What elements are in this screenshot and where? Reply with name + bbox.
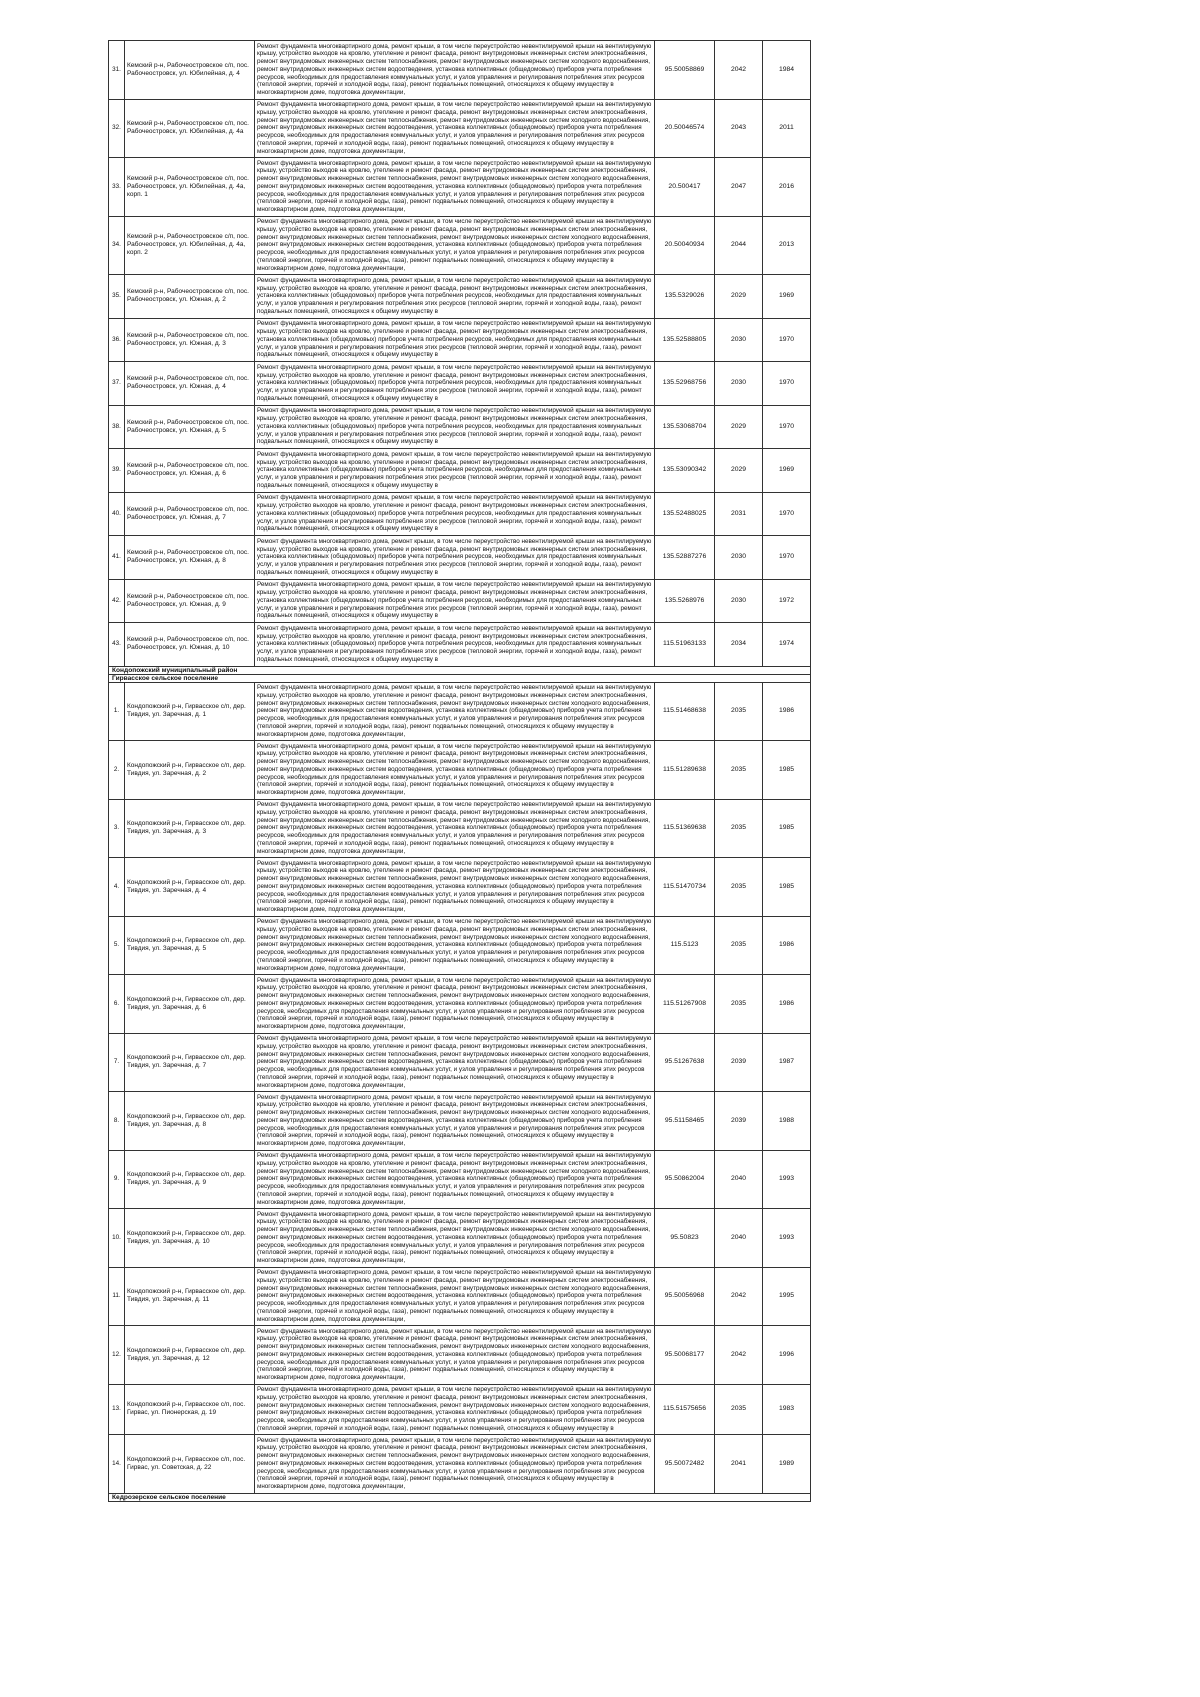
cost-value-cell: 135.52588805 bbox=[655, 318, 715, 362]
work-description-cell bbox=[255, 1150, 655, 1209]
build-year-cell: 1996 bbox=[763, 1326, 811, 1385]
address-cell: Кондопожский р-н, Гирвасское с/п, дер. Тивдия, ул. Заречная, д. 6 bbox=[125, 975, 255, 1034]
build-year-cell: 1995 bbox=[763, 1267, 811, 1326]
cost-value-cell: 95.50072482 bbox=[655, 1435, 715, 1494]
planned-year-cell: 2029 bbox=[715, 275, 763, 319]
table-body bbox=[109, 41, 811, 1502]
cost-value-cell: 115.51470734 bbox=[655, 858, 715, 917]
row-number: 5. bbox=[109, 916, 125, 975]
work-description-cell bbox=[255, 1209, 655, 1268]
planned-year-cell: 2035 bbox=[715, 741, 763, 800]
work-description-cell bbox=[255, 318, 655, 362]
section-heading-row bbox=[109, 1493, 811, 1501]
planned-year-cell: 2035 bbox=[715, 916, 763, 975]
planned-year-cell: 2029 bbox=[715, 449, 763, 493]
work-description-cell bbox=[255, 99, 655, 158]
row-number: 9. bbox=[109, 1150, 125, 1209]
cost-value-cell: 95.51267638 bbox=[655, 1033, 715, 1092]
address-cell: Кондопожский р-н, Гирвасское с/п, пос. Гирвас, ул. Советская, д. 22 bbox=[125, 1435, 255, 1494]
work-description-text: Ремонт фундамента многоквартирного дома, ремонт крыши, в том числе переустройство невентилируемой крыши на вентилируемую крышу, устройство выходов на кровлю, утепление и ремонт фасада, ремонт внутридомовых инженерных систем электроснабжения, установка коллективных (общедомовых) приборов учета потребления ресурсов, необходимых для предоставления коммунальных услуг, и узлов управления и регулирования потребления этих ресурсов (тепловой энергии, горячей и холодной воды, газа), ремонт подвальных помещений, относящихся к общему имуществу в bbox=[257, 537, 652, 576]
work-description-cell bbox=[255, 1435, 655, 1494]
planned-year-cell: 2043 bbox=[715, 99, 763, 158]
row-number: 39. bbox=[109, 449, 125, 493]
row-number: 42. bbox=[109, 579, 125, 623]
build-year-cell: 1972 bbox=[763, 579, 811, 623]
work-description-cell bbox=[255, 799, 655, 858]
work-description-cell bbox=[255, 362, 655, 406]
cost-value-cell: 115.51369638 bbox=[655, 799, 715, 858]
table-row bbox=[109, 1384, 811, 1435]
row-number: 37. bbox=[109, 362, 125, 406]
planned-year-cell: 2042 bbox=[715, 41, 763, 100]
address-cell: Кондопожский р-н, Гирвасское с/п, дер. Тивдия, ул. Заречная, д. 7 bbox=[125, 1033, 255, 1092]
row-number: 43. bbox=[109, 623, 125, 667]
table-row bbox=[109, 158, 811, 217]
row-number: 10. bbox=[109, 1209, 125, 1268]
build-year-cell: 1985 bbox=[763, 858, 811, 917]
table-row bbox=[109, 275, 811, 319]
work-description-text: Ремонт фундамента многоквартирного дома, ремонт крыши, в том числе переустройство невентилируемой крыши на вентилируемую крышу, устройство выходов на кровлю, утепление и ремонт фасада, ремонт внутридомовых инженерных систем электроснабжения, ремонт внутридомовых инженерных систем теплоснабжения, ремонт внутридомовых инженерных систем холодного водоснабжения, ремонт внутридомовых инженерных систем водоотведения, установка коллективных (общедомовых) приборов учета потребления ресурсов, необходимых для предоставления коммунальных услуг, и узлов управления и регулирования потребления этих ресурсов (тепловой энергии, горячей и холодной воды, газа), ремонт подвальных помещений, относящихся к общему имуществу в многоквартирном доме, подготовка документации, bbox=[257, 1093, 652, 1148]
planned-year-cell: 2035 bbox=[715, 799, 763, 858]
table-row bbox=[109, 623, 811, 667]
address-cell: Кондопожский р-н, Гирвасское с/п, дер. Тивдия, ул. Заречная, д. 10 bbox=[125, 1209, 255, 1268]
row-number: 33. bbox=[109, 158, 125, 217]
work-description-cell bbox=[255, 975, 655, 1034]
table-row bbox=[109, 1326, 811, 1385]
work-description-text: Ремонт фундамента многоквартирного дома, ремонт крыши, в том числе переустройство невентилируемой крыши на вентилируемую крышу, устройство выходов на кровлю, утепление и ремонт фасада, ремонт внутридомовых инженерных систем электроснабжения, ремонт внутридомовых инженерных систем теплоснабжения, ремонт внутридомовых инженерных систем холодного водоснабжения, ремонт внутридомовых инженерных систем водоотведения, установка коллективных (общедомовых) приборов учета потребления ресурсов, необходимых для предоставления коммунальных услуг, и узлов управления и регулирования потребления этих ресурсов (тепловой энергии, горячей и холодной воды, газа), ремонт подвальных помещений, относящихся к общему имуществу в многоквартирном доме, подготовка документации, bbox=[257, 1152, 652, 1206]
build-year-cell: 1989 bbox=[763, 1435, 811, 1494]
table-row bbox=[109, 41, 811, 100]
work-description-cell bbox=[255, 579, 655, 623]
row-number: 1. bbox=[109, 682, 125, 741]
address-cell: Кемский р-н, Рабочеостровское с/п, пос. Рабочеостровск, ул. Южная, д. 8 bbox=[125, 536, 255, 580]
row-number: 7. bbox=[109, 1033, 125, 1092]
row-number: 14. bbox=[109, 1435, 125, 1494]
build-year-cell: 1970 bbox=[763, 536, 811, 580]
cost-value-cell: 135.52968756 bbox=[655, 362, 715, 406]
planned-year-cell: 2042 bbox=[715, 1326, 763, 1385]
table-row bbox=[109, 916, 811, 975]
planned-year-cell: 2030 bbox=[715, 362, 763, 406]
address-cell: Кондопожский р-н, Гирвасское с/п, дер. Тивдия, ул. Заречная, д. 4 bbox=[125, 858, 255, 917]
build-year-cell: 1969 bbox=[763, 449, 811, 493]
work-description-text: Ремонт фундамента многоквартирного дома, ремонт крыши, в том числе переустройство невентилируемой крыши на вентилируемую крышу, устройство выходов на кровлю, утепление и ремонт фасада, ремонт внутридомовых инженерных систем электроснабжения, ремонт внутридомовых инженерных систем теплоснабжения, ремонт внутридомовых инженерных систем холодного водоснабжения, ремонт внутридомовых инженерных систем водоотведения, установка коллективных (общедомовых) приборов учета потребления ресурсов, необходимых для предоставления коммунальных услуг, и узлов управления и регулирования потребления этих ресурсов (тепловой энергии, горячей и холодной воды, газа), ремонт подвальных помещений, относящихся к общему имуществу в многоквартирном доме, подготовка документации, bbox=[257, 742, 652, 797]
address-cell: Кондопожский р-н, Гирвасское с/п, дер. Тивдия, ул. Заречная, д. 8 bbox=[125, 1092, 255, 1151]
work-description-text: Ремонт фундамента многоквартирного дома, ремонт крыши, в том числе переустройство невентилируемой крыши на вентилируемую крышу, устройство выходов на кровлю, утепление и ремонт фасада, ремонт внутридомовых инженерных систем электроснабжения, ремонт внутридомовых инженерных систем теплоснабжения, ремонт внутридомовых инженерных систем холодного водоснабжения, ремонт внутридомовых инженерных систем водоотведения, установка коллективных (общедомовых) приборов учета потребления ресурсов, необходимых для предоставления коммунальных услуг, и узлов управления и регулирования потребления этих ресурсов (тепловой энергии, горячей и холодной воды, газа), ремонт подвальных помещений, относящихся к общему имуществу в многоквартирном доме, подготовка документации, bbox=[257, 1436, 652, 1491]
table-row bbox=[109, 1033, 811, 1092]
table-row bbox=[109, 1267, 811, 1326]
table-row bbox=[109, 975, 811, 1034]
work-description-text: Ремонт фундамента многоквартирного дома, ремонт крыши, в том числе переустройство невентилируемой крыши на вентилируемую крышу, устройство выходов на кровлю, утепление и ремонт фасада, ремонт внутридомовых инженерных систем электроснабжения, установка коллективных (общедомовых) приборов учета потребления ресурсов, необходимых для предоставления коммунальных услуг, и узлов управления и регулирования потребления этих ресурсов (тепловой энергии, горячей и холодной воды, газа), ремонт подвальных помещений, относящихся к общему имуществу в bbox=[257, 450, 652, 489]
address-cell: Кемский р-н, Рабочеостровское с/п, пос. Рабочеостровск, ул. Юбилейная, д. 4а, корп. 2 bbox=[125, 216, 255, 275]
row-number: 3. bbox=[109, 799, 125, 858]
work-description-text: Ремонт фундамента многоквартирного дома, ремонт крыши, в том числе переустройство невентилируемой крыши на вентилируемую крышу, устройство выходов на кровлю, утепление и ремонт фасада, ремонт внутридомовых инженерных систем электроснабжения, установка коллективных (общедомовых) приборов учета потребления ресурсов, необходимых для предоставления коммунальных услуг, и узлов управления и регулирования потребления этих ресурсов (тепловой энергии, горячей и холодной воды, газа), ремонт подвальных помещений, относящихся к общему имуществу в bbox=[257, 320, 652, 359]
work-description-cell bbox=[255, 916, 655, 975]
table-row bbox=[109, 536, 811, 580]
section-heading-row bbox=[109, 666, 811, 674]
work-description-cell bbox=[255, 623, 655, 667]
cost-value-cell: 20.50040934 bbox=[655, 216, 715, 275]
cost-value-cell: 135.5329026 bbox=[655, 275, 715, 319]
planned-year-cell: 2040 bbox=[715, 1150, 763, 1209]
cost-value-cell: 135.5268976 bbox=[655, 579, 715, 623]
table-row bbox=[109, 682, 811, 741]
cost-value-cell: 95.51158465 bbox=[655, 1092, 715, 1151]
table-row bbox=[109, 318, 811, 362]
work-description-text: Ремонт фундамента многоквартирного дома, ремонт крыши, в том числе переустройство невентилируемой крыши на вентилируемую крышу, устройство выходов на кровлю, утепление и ремонт фасада, ремонт внутридомовых инженерных систем электроснабжения, установка коллективных (общедомовых) приборов учета потребления ресурсов, необходимых для предоставления коммунальных услуг, и узлов управления и регулирования потребления этих ресурсов (тепловой энергии, горячей и холодной воды, газа), ремонт подвальных помещений, относящихся к общему имуществу в bbox=[257, 581, 652, 620]
build-year-cell: 1986 bbox=[763, 975, 811, 1034]
build-year-cell: 1970 bbox=[763, 362, 811, 406]
planned-year-cell: 2041 bbox=[715, 1435, 763, 1494]
planned-year-cell: 2039 bbox=[715, 1092, 763, 1151]
build-year-cell: 2016 bbox=[763, 158, 811, 217]
planned-year-cell: 2040 bbox=[715, 1209, 763, 1268]
planned-year-cell: 2034 bbox=[715, 623, 763, 667]
table-row bbox=[109, 858, 811, 917]
work-description-cell bbox=[255, 275, 655, 319]
cost-value-cell: 95.50058869 bbox=[655, 41, 715, 100]
address-cell: Кемский р-н, Рабочеостровское с/п, пос. Рабочеостровск, ул. Южная, д. 10 bbox=[125, 623, 255, 667]
work-description-text: Ремонт фундамента многоквартирного дома, ремонт крыши, в том числе переустройство невентилируемой крыши на вентилируемую крышу, устройство выходов на кровлю, утепление и ремонт фасада, ремонт внутридомовых инженерных систем электроснабжения, ремонт внутридомовых инженерных систем теплоснабжения, ремонт внутридомовых инженерных систем холодного водоснабжения, ремонт внутридомовых инженерных систем водоотведения, установка коллективных (общедомовых) приборов учета потребления ресурсов, необходимых для предоставления коммунальных услуг, и узлов управления и регулирования потребления этих ресурсов (тепловой энергии, горячей и холодной воды, газа), ремонт подвальных помещений, относящихся к общему имуществу в многоквартирном доме, подготовка документации, bbox=[257, 1269, 652, 1323]
address-cell: Кемский р-н, Рабочеостровское с/п, пос. Рабочеостровск, ул. Юбилейная, д. 4 bbox=[125, 41, 255, 100]
address-cell: Кемский р-н, Рабочеостровское с/п, пос. Рабочеостровск, ул. Южная, д. 9 bbox=[125, 579, 255, 623]
cost-value-cell: 95.50068177 bbox=[655, 1326, 715, 1385]
section-heading: Кедрозерское сельское поселение bbox=[109, 1493, 811, 1501]
work-description-cell bbox=[255, 682, 655, 741]
work-description-text: Ремонт фундамента многоквартирного дома, ремонт крыши, в том числе переустройство невентилируемой крыши на вентилируемую крышу, устройство выходов на кровлю, утепление и ремонт фасада, ремонт внутридомовых инженерных систем электроснабжения, ремонт внутридомовых инженерных систем теплоснабжения, ремонт внутридомовых инженерных систем холодного водоснабжения, ремонт внутридомовых инженерных систем водоотведения, установка коллективных (общедомовых) приборов учета потребления ресурсов, необходимых для предоставления коммунальных услуг, и узлов управления и регулирования потребления этих ресурсов (тепловой энергии, горячей и холодной воды, газа), ремонт подвальных помещений, относящихся к общему имуществу в многоквартирном доме, подготовка документации, bbox=[257, 1035, 652, 1089]
build-year-cell: 1983 bbox=[763, 1384, 811, 1435]
build-year-cell: 1985 bbox=[763, 799, 811, 858]
work-description-text: Ремонт фундамента многоквартирного дома, ремонт крыши, в том числе переустройство невентилируемой крыши на вентилируемую крышу, устройство выходов на кровлю, утепление и ремонт фасада, ремонт внутридомовых инженерных систем электроснабжения, ремонт внутридомовых инженерных систем теплоснабжения, ремонт внутридомовых инженерных систем холодного водоснабжения, ремонт внутридомовых инженерных систем водоотведения, установка коллективных (общедомовых) приборов учета потребления ресурсов, необходимых для предоставления коммунальных услуг, и узлов управления и регулирования потребления этих ресурсов (тепловой энергии, горячей и холодной воды, газа), ремонт подвальных помещений, относящихся к общему имуществу в многоквартирном доме, подготовка документации, bbox=[257, 218, 652, 272]
row-number: 35. bbox=[109, 275, 125, 319]
work-description-cell bbox=[255, 41, 655, 100]
work-description-text: Ремонт фундамента многоквартирного дома, ремонт крыши, в том числе переустройство невентилируемой крыши на вентилируемую крышу, устройство выходов на кровлю, утепление и ремонт фасада, ремонт внутридомовых инженерных систем электроснабжения, ремонт внутридомовых инженерных систем теплоснабжения, ремонт внутридомовых инженерных систем холодного водоснабжения, ремонт внутридомовых инженерных систем водоотведения, установка коллективных (общедомовых) приборов учета потребления ресурсов, необходимых для предоставления коммунальных услуг, и узлов управления и регулирования потребления этих ресурсов (тепловой энергии, горячей и холодной воды, газа), ремонт подвальных помещений, относящихся к общему имуществу в многоквартирном доме, подготовка документации, bbox=[257, 684, 652, 738]
work-description-cell bbox=[255, 1092, 655, 1151]
table-row bbox=[109, 405, 811, 449]
build-year-cell: 1970 bbox=[763, 492, 811, 536]
build-year-cell: 1986 bbox=[763, 682, 811, 741]
planned-year-cell: 2035 bbox=[715, 1384, 763, 1435]
row-number: 41. bbox=[109, 536, 125, 580]
section-heading-row bbox=[109, 674, 811, 682]
work-description-text: Ремонт фундамента многоквартирного дома, ремонт крыши, в том числе переустройство невентилируемой крыши на вентилируемую крышу, устройство выходов на кровлю, утепление и ремонт фасада, ремонт внутридомовых инженерных систем электроснабжения, ремонт внутридомовых инженерных систем теплоснабжения, ремонт внутридомовых инженерных систем холодного водоснабжения, ремонт внутридомовых инженерных систем водоотведения, установка коллективных (общедомовых) приборов учета потребления ресурсов, необходимых для предоставления коммунальных услуг, и узлов управления и регулирования потребления этих ресурсов (тепловой энергии, горячей и холодной воды, газа), ремонт подвальных помещений, относящихся к общему имуществу в многоквартирном доме, подготовка документации, bbox=[257, 159, 652, 214]
work-description-cell bbox=[255, 492, 655, 536]
table-row bbox=[109, 1209, 811, 1268]
planned-year-cell: 2047 bbox=[715, 158, 763, 217]
work-description-cell bbox=[255, 1384, 655, 1435]
table-row bbox=[109, 1092, 811, 1151]
work-description-text: Ремонт фундамента многоквартирного дома, ремонт крыши, в том числе переустройство невентилируемой крыши на вентилируемую крышу, устройство выходов на кровлю, утепление и ремонт фасада, ремонт внутридомовых инженерных систем электроснабжения, установка коллективных (общедомовых) приборов учета потребления ресурсов, необходимых для предоставления коммунальных услуг, и узлов управления и регулирования потребления этих ресурсов (тепловой энергии, горячей и холодной воды, газа), ремонт подвальных помещений, относящихся к общему имуществу в bbox=[257, 407, 652, 446]
work-description-cell bbox=[255, 1326, 655, 1385]
build-year-cell: 1969 bbox=[763, 275, 811, 319]
table-row bbox=[109, 741, 811, 800]
address-cell: Кондопожский р-н, Гирвасское с/п, пос. Гирвас, ул. Пионерская, д. 19 bbox=[125, 1384, 255, 1435]
cost-value-cell: 135.53090342 bbox=[655, 449, 715, 493]
build-year-cell: 1988 bbox=[763, 1092, 811, 1151]
table-row bbox=[109, 99, 811, 158]
row-number: 38. bbox=[109, 405, 125, 449]
row-number: 13. bbox=[109, 1384, 125, 1435]
row-number: 12. bbox=[109, 1326, 125, 1385]
build-year-cell: 1970 bbox=[763, 318, 811, 362]
row-number: 32. bbox=[109, 99, 125, 158]
cost-value-cell: 135.52488025 bbox=[655, 492, 715, 536]
cost-value-cell: 95.50056968 bbox=[655, 1267, 715, 1326]
work-description-cell bbox=[255, 1267, 655, 1326]
table-row bbox=[109, 1150, 811, 1209]
address-cell: Кемский р-н, Рабочеостровское с/п, пос. Рабочеостровск, ул. Юбилейная, д. 4а, корп. 1 bbox=[125, 158, 255, 217]
row-number: 2. bbox=[109, 741, 125, 800]
row-number: 40. bbox=[109, 492, 125, 536]
table-row bbox=[109, 799, 811, 858]
planned-year-cell: 2035 bbox=[715, 975, 763, 1034]
address-cell: Кондопожский р-н, Гирвасское с/п, дер. Тивдия, ул. Заречная, д. 5 bbox=[125, 916, 255, 975]
work-description-text: Ремонт фундамента многоквартирного дома, ремонт крыши, в том числе переустройство невентилируемой крыши на вентилируемую крышу, устройство выходов на кровлю, утепление и ремонт фасада, ремонт внутридомовых инженерных систем электроснабжения, ремонт внутридомовых инженерных систем теплоснабжения, ремонт внутридомовых инженерных систем холодного водоснабжения, ремонт внутридомовых инженерных систем водоотведения, установка коллективных (общедомовых) приборов учета потребления ресурсов, необходимых для предоставления коммунальных услуг, и узлов управления и регулирования потребления этих ресурсов (тепловой энергии, горячей и холодной воды, газа), ремонт подвальных помещений, относящихся к общему имуществу в многоквартирном доме, подготовка документации, bbox=[257, 801, 652, 855]
work-description-cell bbox=[255, 449, 655, 493]
work-description-text: Ремонт фундамента многоквартирного дома, ремонт крыши, в том числе переустройство невентилируемой крыши на вентилируемую крышу, устройство выходов на кровлю, утепление и ремонт фасада, ремонт внутридомовых инженерных систем электроснабжения, ремонт внутридомовых инженерных систем теплоснабжения, ремонт внутридомовых инженерных систем холодного водоснабжения, ремонт внутридомовых инженерных систем водоотведения, установка коллективных (общедомовых) приборов учета потребления ресурсов, необходимых для предоставления коммунальных услуг, и узлов управления и регулирования потребления этих ресурсов (тепловой энергии, горячей и холодной воды, газа), ремонт подвальных помещений, относящихся к общему имуществу в многоквартирном доме, подготовка документации, bbox=[257, 859, 652, 914]
row-number: 34. bbox=[109, 216, 125, 275]
row-number: 4. bbox=[109, 858, 125, 917]
planned-year-cell: 2042 bbox=[715, 1267, 763, 1326]
work-description-text: Ремонт фундамента многоквартирного дома, ремонт крыши, в том числе переустройство невентилируемой крыши на вентилируемую крышу, устройство выходов на кровлю, утепление и ремонт фасада, ремонт внутридомовых инженерных систем электроснабжения, ремонт внутридомовых инженерных систем теплоснабжения, ремонт внутридомовых инженерных систем холодного водоснабжения, ремонт внутридомовых инженерных систем водоотведения, установка коллективных (общедомовых) приборов учета потребления ресурсов, необходимых для предоставления коммунальных услуг, и узлов управления и регулирования потребления этих ресурсов (тепловой энергии, горячей и холодной воды, газа), ремонт подвальных помещений, относящихся к общему имуществу в многоквартирном доме, подготовка документации, bbox=[257, 1327, 652, 1382]
build-year-cell: 1986 bbox=[763, 916, 811, 975]
address-cell: Кондопожский р-н, Гирвасское с/п, дер. Тивдия, ул. Заречная, д. 9 bbox=[125, 1150, 255, 1209]
planned-year-cell: 2031 bbox=[715, 492, 763, 536]
cost-value-cell: 20.500417 bbox=[655, 158, 715, 217]
build-year-cell: 2011 bbox=[763, 99, 811, 158]
table-row bbox=[109, 579, 811, 623]
work-description-text: Ремонт фундамента многоквартирного дома, ремонт крыши, в том числе переустройство невентилируемой крыши на вентилируемую крышу, устройство выходов на кровлю, утепление и ремонт фасада, ремонт внутридомовых инженерных систем электроснабжения, установка коллективных (общедомовых) приборов учета потребления ресурсов, необходимых для предоставления коммунальных услуг, и узлов управления и регулирования потребления этих ресурсов (тепловой энергии, горячей и холодной воды, газа), ремонт подвальных помещений, относящихся к общему имуществу в bbox=[257, 624, 652, 663]
address-cell: Кемский р-н, Рабочеостровское с/п, пос. Рабочеостровск, ул. Южная, д. 7 bbox=[125, 492, 255, 536]
cost-value-cell: 20.50046574 bbox=[655, 99, 715, 158]
cost-value-cell: 115.51289638 bbox=[655, 741, 715, 800]
section-heading: Кондопожский муниципальный район bbox=[109, 666, 811, 674]
build-year-cell: 1993 bbox=[763, 1209, 811, 1268]
planned-year-cell: 2039 bbox=[715, 1033, 763, 1092]
work-description-text: Ремонт фундамента многоквартирного дома, ремонт крыши, в том числе переустройство невентилируемой крыши на вентилируемую крышу, устройство выходов на кровлю, утепление и ремонт фасада, ремонт внутридомовых инженерных систем электроснабжения, ремонт внутридомовых инженерных систем теплоснабжения, ремонт внутридомовых инженерных систем холодного водоснабжения, ремонт внутридомовых инженерных систем водоотведения, установка коллективных (общедомовых) приборов учета потребления ресурсов, необходимых для предоставления коммунальных услуг, и узлов управления и регулирования потребления этих ресурсов (тепловой энергии, горячей и холодной воды, газа), ремонт подвальных помещений, относящихся к общему имуществу в многоквартирном доме, подготовка документации, bbox=[257, 42, 652, 97]
table-row bbox=[109, 492, 811, 536]
work-description-cell bbox=[255, 405, 655, 449]
work-description-cell bbox=[255, 858, 655, 917]
cost-value-cell: 135.53068704 bbox=[655, 405, 715, 449]
address-cell: Кондопожский р-н, Гирвасское с/п, дер. Тивдия, ул. Заречная, д. 11 bbox=[125, 1267, 255, 1326]
address-cell: Кемский р-н, Рабочеостровское с/п, пос. Рабочеостровск, ул. Южная, д. 6 bbox=[125, 449, 255, 493]
cost-value-cell: 135.52887276 bbox=[655, 536, 715, 580]
work-description-text: Ремонт фундамента многоквартирного дома, ремонт крыши, в том числе переустройство невентилируемой крыши на вентилируемую крышу, устройство выходов на кровлю, утепление и ремонт фасада, ремонт внутридомовых инженерных систем электроснабжения, установка коллективных (общедомовых) приборов учета потребления ресурсов, необходимых для предоставления коммунальных услуг, и узлов управления и регулирования потребления этих ресурсов (тепловой энергии, горячей и холодной воды, газа), ремонт подвальных помещений, относящихся к общему имуществу в bbox=[257, 494, 652, 533]
row-number: 11. bbox=[109, 1267, 125, 1326]
planned-year-cell: 2044 bbox=[715, 216, 763, 275]
work-description-text: Ремонт фундамента многоквартирного дома, ремонт крыши, в том числе переустройство невентилируемой крыши на вентилируемую крышу, устройство выходов на кровлю, утепление и ремонт фасада, ремонт внутридомовых инженерных систем электроснабжения, ремонт внутридомовых инженерных систем теплоснабжения, ремонт внутридомовых инженерных систем холодного водоснабжения, ремонт внутридомовых инженерных систем водоотведения, установка коллективных (общедомовых) приборов учета потребления ресурсов, необходимых для предоставления коммунальных услуг, и узлов управления и регулирования потребления этих ресурсов (тепловой энергии, горячей и холодной воды, газа), ремонт подвальных помещений, относящихся к общему имуществу в bbox=[257, 1386, 652, 1432]
build-year-cell: 1993 bbox=[763, 1150, 811, 1209]
cost-value-cell: 95.50823 bbox=[655, 1209, 715, 1268]
row-number: 8. bbox=[109, 1092, 125, 1151]
build-year-cell: 1985 bbox=[763, 741, 811, 800]
cost-value-cell: 95.50862004 bbox=[655, 1150, 715, 1209]
table-row bbox=[109, 362, 811, 406]
address-cell: Кемский р-н, Рабочеостровское с/п, пос. Рабочеостровск, ул. Южная, д. 5 bbox=[125, 405, 255, 449]
table-row bbox=[109, 449, 811, 493]
address-cell: Кондопожский р-н, Гирвасское с/п, дер. Тивдия, ул. Заречная, д. 1 bbox=[125, 682, 255, 741]
build-year-cell: 1970 bbox=[763, 405, 811, 449]
row-number: 36. bbox=[109, 318, 125, 362]
planned-year-cell: 2029 bbox=[715, 405, 763, 449]
cost-value-cell: 115.5123 bbox=[655, 916, 715, 975]
work-description-text: Ремонт фундамента многоквартирного дома, ремонт крыши, в том числе переустройство невентилируемой крыши на вентилируемую крышу, устройство выходов на кровлю, утепление и ремонт фасада, ремонт внутридомовых инженерных систем электроснабжения, ремонт внутридомовых инженерных систем теплоснабжения, ремонт внутридомовых инженерных систем холодного водоснабжения, ремонт внутридомовых инженерных систем водоотведения, установка коллективных (общедомовых) приборов учета потребления ресурсов, необходимых для предоставления коммунальных услуг, и узлов управления и регулирования потребления этих ресурсов (тепловой энергии, горячей и холодной воды, газа), ремонт подвальных помещений, относящихся к общему имуществу в многоквартирном доме, подготовка документации, bbox=[257, 918, 652, 972]
cost-value-cell: 115.51575656 bbox=[655, 1384, 715, 1435]
build-year-cell: 1984 bbox=[763, 41, 811, 100]
cost-value-cell: 115.51963133 bbox=[655, 623, 715, 667]
address-cell: Кемский р-н, Рабочеостровское с/п, пос. Рабочеостровск, ул. Южная, д. 4 bbox=[125, 362, 255, 406]
planned-year-cell: 2030 bbox=[715, 579, 763, 623]
work-description-text: Ремонт фундамента многоквартирного дома, ремонт крыши, в том числе переустройство невентилируемой крыши на вентилируемую крышу, устройство выходов на кровлю, утепление и ремонт фасада, ремонт внутридомовых инженерных систем электроснабжения, ремонт внутридомовых инженерных систем теплоснабжения, ремонт внутридомовых инженерных систем холодного водоснабжения, ремонт внутридомовых инженерных систем водоотведения, установка коллективных (общедомовых) приборов учета потребления ресурсов, необходимых для предоставления коммунальных услуг, и узлов управления и регулирования потребления этих ресурсов (тепловой энергии, горячей и холодной воды, газа), ремонт подвальных помещений, относящихся к общему имуществу в многоквартирном доме, подготовка документации, bbox=[257, 976, 652, 1031]
cost-value-cell: 115.51267908 bbox=[655, 975, 715, 1034]
address-cell: Кемский р-н, Рабочеостровское с/п, пос. Рабочеостровск, ул. Южная, д. 2 bbox=[125, 275, 255, 319]
address-cell: Кондопожский р-н, Гирвасское с/п, дер. Тивдия, ул. Заречная, д. 3 bbox=[125, 799, 255, 858]
planned-year-cell: 2035 bbox=[715, 858, 763, 917]
work-description-text: Ремонт фундамента многоквартирного дома, ремонт крыши, в том числе переустройство невентилируемой крыши на вентилируемую крышу, устройство выходов на кровлю, утепление и ремонт фасада, ремонт внутридомовых инженерных систем электроснабжения, установка коллективных (общедомовых) приборов учета потребления ресурсов, необходимых для предоставления коммунальных услуг, и узлов управления и регулирования потребления этих ресурсов (тепловой энергии, горячей и холодной воды, газа), ремонт подвальных помещений, относящихся к общему имуществу в bbox=[257, 363, 652, 402]
planned-year-cell: 2035 bbox=[715, 682, 763, 741]
build-year-cell: 2013 bbox=[763, 216, 811, 275]
work-description-text: Ремонт фундамента многоквартирного дома, ремонт крыши, в том числе переустройство невентилируемой крыши на вентилируемую крышу, устройство выходов на кровлю, утепление и ремонт фасада, ремонт внутридомовых инженерных систем электроснабжения, установка коллективных (общедомовых) приборов учета потребления ресурсов, необходимых для предоставления коммунальных услуг, и узлов управления и регулирования потребления этих ресурсов (тепловой энергии, горячей и холодной воды, газа), ремонт подвальных помещений, относящихся к общему имуществу в bbox=[257, 276, 652, 315]
section-heading: Гирвасское сельское поселение bbox=[109, 674, 811, 682]
table-row bbox=[109, 216, 811, 275]
planned-year-cell: 2030 bbox=[715, 318, 763, 362]
address-cell: Кондопожский р-н, Гирвасское с/п, дер. Тивдия, ул. Заречная, д. 12 bbox=[125, 1326, 255, 1385]
build-year-cell: 1987 bbox=[763, 1033, 811, 1092]
work-description-text: Ремонт фундамента многоквартирного дома, ремонт крыши, в том числе переустройство невентилируемой крыши на вентилируемую крышу, устройство выходов на кровлю, утепление и ремонт фасада, ремонт внутридомовых инженерных систем электроснабжения, ремонт внутридомовых инженерных систем теплоснабжения, ремонт внутридомовых инженерных систем холодного водоснабжения, ремонт внутридомовых инженерных систем водоотведения, установка коллективных (общедомовых) приборов учета потребления ресурсов, необходимых для предоставления коммунальных услуг, и узлов управления и регулирования потребления этих ресурсов (тепловой энергии, горячей и холодной воды, газа), ремонт подвальных помещений, относящихся к общему имуществу в многоквартирном доме, подготовка документации, bbox=[257, 101, 652, 155]
build-year-cell: 1974 bbox=[763, 623, 811, 667]
planned-year-cell: 2030 bbox=[715, 536, 763, 580]
work-description-text: Ремонт фундамента многоквартирного дома, ремонт крыши, в том числе переустройство невентилируемой крыши на вентилируемую крышу, устройство выходов на кровлю, утепление и ремонт фасада, ремонт внутридомовых инженерных систем электроснабжения, ремонт внутридомовых инженерных систем теплоснабжения, ремонт внутридомовых инженерных систем холодного водоснабжения, ремонт внутридомовых инженерных систем водоотведения, установка коллективных (общедомовых) приборов учета потребления ресурсов, необходимых для предоставления коммунальных услуг, и узлов управления и регулирования потребления этих ресурсов (тепловой энергии, горячей и холодной воды, газа), ремонт подвальных помещений, относящихся к общему имуществу в многоквартирном доме, подготовка документации, bbox=[257, 1210, 652, 1265]
work-description-cell bbox=[255, 158, 655, 217]
work-description-cell bbox=[255, 216, 655, 275]
work-description-cell bbox=[255, 536, 655, 580]
row-number: 31. bbox=[109, 41, 125, 100]
work-description-cell bbox=[255, 741, 655, 800]
address-cell: Кондопожский р-н, Гирвасское с/п, дер. Тивдия, ул. Заречная, д. 2 bbox=[125, 741, 255, 800]
row-number: 6. bbox=[109, 975, 125, 1034]
work-description-cell bbox=[255, 1033, 655, 1092]
cost-value-cell: 115.51468638 bbox=[655, 682, 715, 741]
housing-repair-table bbox=[108, 40, 811, 1502]
address-cell: Кемский р-н, Рабочеостровское с/п, пос. Рабочеостровск, ул. Юбилейная, д. 4а bbox=[125, 99, 255, 158]
address-cell: Кемский р-н, Рабочеостровское с/п, пос. Рабочеостровск, ул. Южная, д. 3 bbox=[125, 318, 255, 362]
table-row bbox=[109, 1435, 811, 1494]
